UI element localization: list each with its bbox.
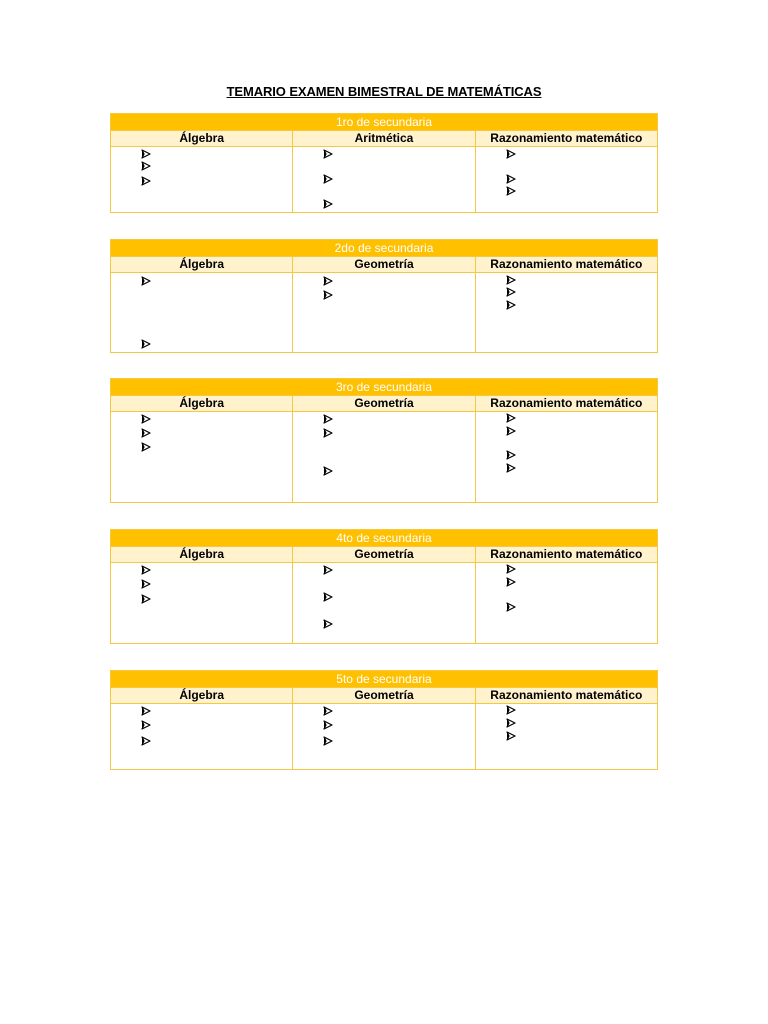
bullet-icon (323, 466, 333, 476)
topics-cell-algebra (111, 273, 292, 352)
grade-table-3 (110, 378, 658, 503)
column-headers (111, 256, 657, 272)
document-title: TEMARIO EXAMEN BIMESTRAL DE MATEMÁTICAS (226, 84, 542, 99)
topics-cell-geometria (292, 704, 474, 769)
bullet-icon (141, 594, 151, 604)
bullet-icon (323, 619, 333, 629)
bullet-icon (506, 275, 516, 285)
bullet-icon (506, 413, 516, 423)
bullet-icon (141, 176, 151, 186)
column-header-algebra: Álgebra (179, 688, 224, 702)
bullet-icon (323, 414, 333, 424)
grade-table-4 (110, 529, 658, 644)
topics-row (111, 703, 657, 769)
topics-cell-algebra (111, 704, 292, 769)
bullet-icon (506, 731, 516, 741)
column-headers (111, 130, 657, 146)
topics-cell-geometria (292, 273, 474, 352)
grade-header: 4to de secundaria (111, 530, 657, 546)
topics-row (111, 562, 657, 643)
bullet-icon (506, 602, 516, 612)
bullet-icon (323, 199, 333, 209)
bullet-icon (141, 442, 151, 452)
column-header-algebra: Álgebra (179, 131, 224, 145)
topics-cell-algebra (111, 563, 292, 643)
bullet-icon (141, 149, 151, 159)
topics-cell-razonamiento (475, 412, 657, 502)
grade-table-5 (110, 670, 658, 770)
topics-row (111, 272, 657, 352)
column-headers (111, 546, 657, 562)
bullet-icon (506, 300, 516, 310)
column-header-algebra: Álgebra (179, 396, 224, 410)
bullet-icon (141, 161, 151, 171)
bullet-icon (506, 287, 516, 297)
topics-cell-geometria (292, 563, 474, 643)
topics-cell-razonamiento (475, 273, 657, 352)
bullet-icon (506, 174, 516, 184)
bullet-icon (323, 428, 333, 438)
bullet-icon (506, 577, 516, 587)
bullet-icon (506, 186, 516, 196)
column-header-razonamiento: Razonamiento matemático (475, 396, 657, 411)
bullet-icon (506, 718, 516, 728)
bullet-icon (323, 565, 333, 575)
bullet-icon (506, 450, 516, 460)
column-header-geometria: Geometría (292, 688, 474, 703)
topics-cell-razonamiento (475, 704, 657, 769)
bullet-icon (506, 149, 516, 159)
column-headers (111, 395, 657, 411)
grade-table-2 (110, 239, 658, 353)
topics-cell-algebra (111, 147, 292, 212)
column-header-razonamiento: Razonamiento matemático (475, 131, 657, 146)
bullet-icon (141, 720, 151, 730)
bullet-icon (506, 564, 516, 574)
bullet-icon (323, 149, 333, 159)
bullet-icon (323, 720, 333, 730)
column-header-razonamiento: Razonamiento matemático (475, 688, 657, 703)
bullet-icon (141, 414, 151, 424)
bullet-icon (141, 276, 151, 286)
column-header-geometria: Geometría (292, 396, 474, 411)
topics-cell-algebra (111, 412, 292, 502)
column-header-razonamiento: Razonamiento matemático (475, 257, 657, 272)
bullet-icon (506, 463, 516, 473)
grade-header: 2do de secundaria (111, 240, 657, 256)
grade-header: 3ro de secundaria (111, 379, 657, 395)
bullet-icon (141, 579, 151, 589)
column-header-aritmetica: Aritmética (292, 131, 474, 146)
bullet-icon (141, 706, 151, 716)
column-header-razonamiento: Razonamiento matemático (475, 547, 657, 562)
grade-header: 5to de secundaria (111, 671, 657, 687)
bullet-icon (323, 736, 333, 746)
topics-row (111, 146, 657, 212)
topics-cell-geometria (292, 412, 474, 502)
grade-table-1 (110, 113, 658, 213)
column-header-algebra: Álgebra (179, 257, 224, 271)
column-header-algebra: Álgebra (179, 547, 224, 561)
column-headers (111, 687, 657, 703)
bullet-icon (323, 290, 333, 300)
bullet-icon (141, 565, 151, 575)
bullet-icon (323, 276, 333, 286)
bullet-icon (141, 339, 151, 349)
column-header-geometria: Geometría (292, 257, 474, 272)
bullet-icon (506, 426, 516, 436)
column-header-geometria: Geometría (292, 547, 474, 562)
bullet-icon (506, 705, 516, 715)
topics-cell-razonamiento (475, 563, 657, 643)
bullet-icon (323, 592, 333, 602)
topics-row (111, 411, 657, 502)
bullet-icon (141, 736, 151, 746)
bullet-icon (323, 174, 333, 184)
grade-header: 1ro de secundaria (111, 114, 657, 130)
bullet-icon (141, 428, 151, 438)
topics-cell-razonamiento (475, 147, 657, 212)
bullet-icon (323, 706, 333, 716)
topics-cell-aritmetica (292, 147, 474, 212)
